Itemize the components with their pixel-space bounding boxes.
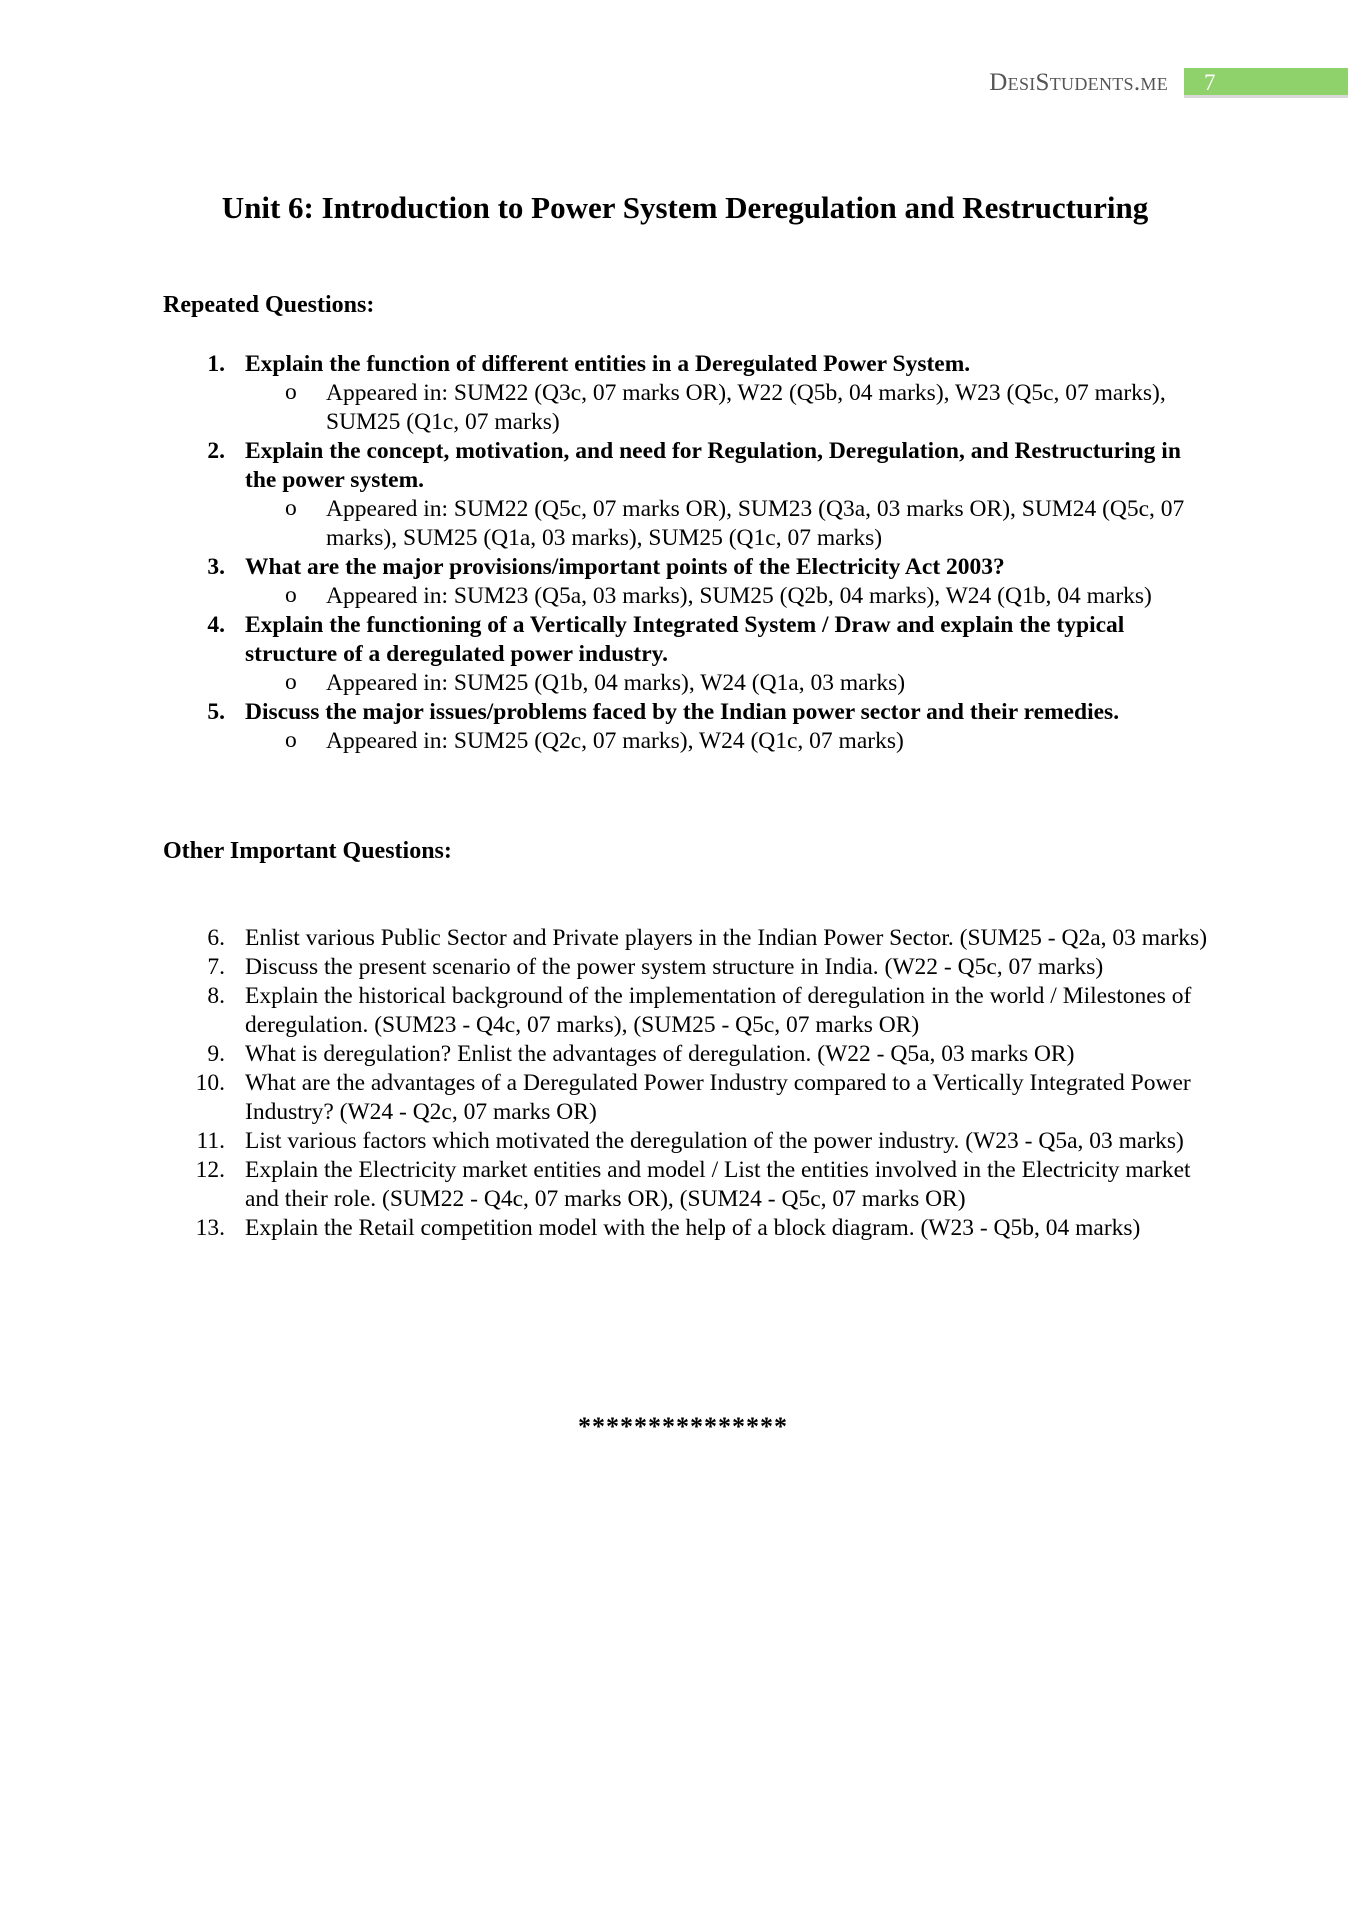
page-title: Unit 6: Introduction to Power System Deregulation and Restructuring: [221, 190, 1149, 225]
list-item: [163, 1040, 1213, 1069]
question-number: 10.: [195, 1070, 225, 1096]
list-item: [163, 982, 1213, 1040]
question-text: Explain the concept, motivation, and need for Regulation, Deregulation, and Restructuring in the power system.: [245, 438, 1181, 493]
other-questions-heading: Other Important Questions:: [163, 838, 452, 864]
section-separator: ***************: [578, 1412, 788, 1441]
appeared-text: Appeared in: SUM22 (Q3c, 07 marks OR), W22 (Q5b, 04 marks), W23 (Q5c, 07 marks), SUM25 (Q1c, 07 marks): [326, 380, 1166, 435]
question-text: Explain the functioning of a Vertically Integrated System / Draw and explain the typical structure of a deregulated power industry.: [245, 612, 1125, 667]
repeated-questions-heading: Repeated Questions:: [163, 292, 375, 318]
list-item: [163, 611, 1213, 669]
appeared-in: [163, 727, 1213, 756]
question-number: 3.: [207, 554, 225, 580]
appeared-in: [163, 582, 1213, 611]
list-item: [163, 1214, 1213, 1243]
question-text: Discuss the major issues/problems faced by the Indian power sector and their remedies.: [245, 699, 1120, 725]
question-number: 9.: [207, 1041, 225, 1067]
appeared-text: Appeared in: SUM23 (Q5a, 03 marks), SUM25 (Q2b, 04 marks), W24 (Q1b, 04 marks): [326, 583, 1152, 609]
question-text: Explain the function of different entities in a Deregulated Power System.: [245, 351, 971, 377]
question-text: Discuss the present scenario of the power system structure in India. (W22 - Q5c, 07 marks): [245, 954, 1104, 980]
question-number: 4.: [207, 612, 225, 638]
other-questions-list: [163, 924, 1213, 1243]
appeared-text: Appeared in: SUM22 (Q5c, 07 marks OR), SUM23 (Q3a, 03 marks OR), SUM24 (Q5c, 07 marks), SUM25 (Q1a, 03 marks), SUM25 (Q1c, 07 marks): [326, 496, 1185, 551]
question-text: What is deregulation? Enlist the advantages of deregulation. (W22 - Q5a, 03 marks OR): [245, 1041, 1075, 1067]
bullet-icon: o: [285, 582, 297, 608]
question-number: 13.: [195, 1215, 225, 1241]
repeated-questions-list: [163, 350, 1213, 756]
list-item: [163, 953, 1213, 982]
question-number: 1.: [207, 351, 225, 377]
question-text: Explain the Electricity market entities and model / List the entities involved in the Electricity market and their role. (SUM22 - Q4c, 07 marks OR), (SUM24 - Q5c, 07 marks OR): [245, 1157, 1191, 1212]
list-item: [163, 1127, 1213, 1156]
question-text: Enlist various Public Sector and Private players in the Indian Power Sector. (SUM25 - Q2a, 03 marks): [245, 925, 1208, 951]
appeared-text: Appeared in: SUM25 (Q1b, 04 marks), W24 (Q1a, 03 marks): [326, 670, 906, 696]
list-item: [163, 924, 1213, 953]
site-name: DesiStudents.me: [989, 69, 1168, 96]
list-item: [163, 437, 1213, 495]
question-text: What are the advantages of a Deregulated Power Industry compared to a Vertically Integrated Power Industry? (W24 - Q2c, 07 marks OR): [245, 1070, 1191, 1125]
appeared-in: [163, 495, 1213, 553]
question-number: 8.: [207, 983, 225, 1009]
bullet-icon: o: [285, 495, 297, 521]
bullet-icon: o: [285, 379, 297, 405]
question-number: 5.: [207, 699, 225, 725]
question-number: 6.: [207, 925, 225, 951]
bullet-icon: o: [285, 727, 297, 753]
question-text: Explain the Retail competition model with the help of a block diagram. (W23 - Q5b, 04 marks): [245, 1215, 1141, 1241]
question-number: 11.: [196, 1128, 225, 1154]
question-number: 12.: [195, 1157, 225, 1183]
list-item: [163, 553, 1213, 582]
page-number-badge: 7: [1184, 68, 1348, 98]
appeared-in: [163, 669, 1213, 698]
question-number: 2.: [207, 438, 225, 464]
question-text: Explain the historical background of the implementation of deregulation in the world / Milestones of deregulation. (SUM23 - Q4c, 07 marks), (SUM25 - Q5c, 07 marks OR): [245, 983, 1192, 1038]
question-number: 7.: [207, 954, 225, 980]
appeared-in: [163, 379, 1213, 437]
list-item: [163, 350, 1213, 379]
bullet-icon: o: [285, 669, 297, 695]
question-text: List various factors which motivated the deregulation of the power industry. (W23 - Q5a, 03 marks): [245, 1128, 1184, 1154]
page-header: [989, 68, 1348, 98]
list-item: [163, 698, 1213, 727]
appeared-text: Appeared in: SUM25 (Q2c, 07 marks), W24 (Q1c, 07 marks): [326, 728, 904, 754]
question-text: What are the major provisions/important points of the Electricity Act 2003?: [245, 554, 1005, 580]
list-item: [163, 1156, 1213, 1214]
list-item: [163, 1069, 1213, 1127]
